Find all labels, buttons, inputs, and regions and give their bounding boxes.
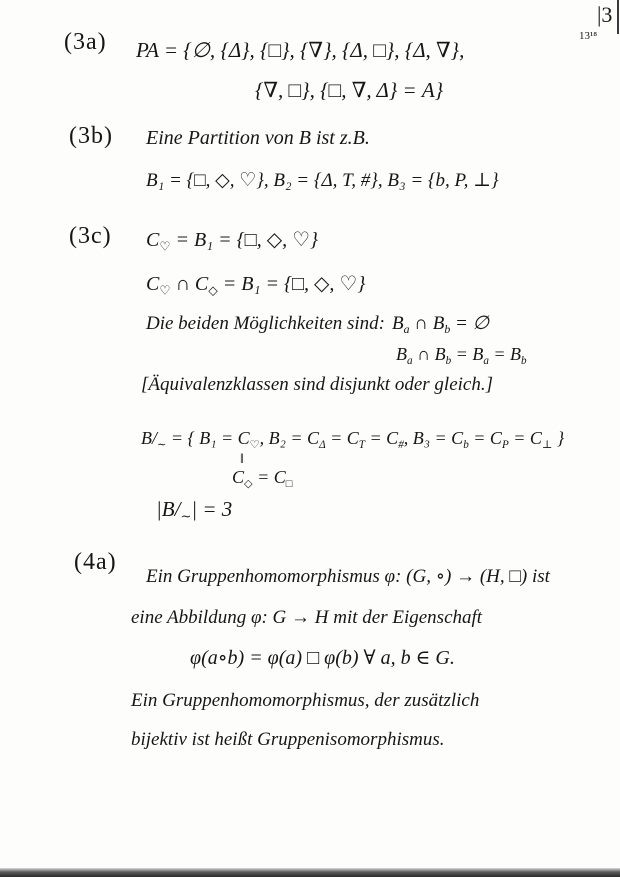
task-4a-isomorphism-line1: Ein Gruppenhomomorphismus, der zusätzlich [131, 690, 480, 711]
scan-edge-bottom [0, 868, 620, 877]
task-3c-cardinality: $|B/_\sim| = 3$ [156, 497, 233, 524]
subscript: a [407, 354, 413, 367]
page-date: 13¹⁸ [579, 30, 598, 42]
task-3c-note: [Äquivalenzklassen sind disjunkt oder gleich.] [141, 374, 493, 395]
task-3c-class-line: $C_♡ = B_1$ = {□, ◇, ♡} [146, 229, 319, 254]
subscript: □ [285, 477, 293, 490]
subscript: b [521, 354, 527, 367]
task-4a-definition-line1: Ein Gruppenhomomorphismus φ: (G, ∘) → (H, □) ist [146, 566, 550, 587]
task-4a-homomorphism-formula: φ(a∘b) = φ(a) □ φ(b) ∀ a, b ∈ G. [190, 647, 455, 669]
task-3b-intro: Eine Partition von B ist z.B. [146, 127, 370, 149]
subscript: P [501, 438, 509, 451]
task-3c-equal-class: $C_◇ = C_□$ [232, 467, 293, 490]
task-3b-partition: B₁ = {□, ◇, ♡}, B₂ = {Δ, T, #}, B₃ = {b, P, ⊥} [146, 170, 499, 191]
task-3c-equals-mark: ‖ [240, 452, 244, 467]
task-3c-possibilities-text: Die beiden Möglichkeiten sind: [146, 313, 386, 334]
subscript: b [445, 354, 452, 367]
subscript: ♡ [159, 283, 171, 298]
page-number: |3 [597, 2, 613, 27]
subscript: a [483, 354, 489, 367]
task-4a-definition-line2: eine Abbildung φ: G → H mit der Eigenschaft [131, 607, 483, 628]
subscript: T [358, 438, 366, 451]
task-4a-label: (4a) [74, 549, 117, 575]
task-3b-label: (3b) [69, 123, 113, 149]
subscript: ◇ [244, 477, 253, 490]
subscript: Δ [319, 438, 326, 451]
task-4a-isomorphism-line2: bijektiv ist heißt Gruppenisomorphismus. [131, 729, 445, 750]
subscript: ♡ [249, 438, 260, 451]
subscript: ⊥ [541, 438, 553, 451]
subscript: # [398, 438, 404, 451]
subscript: ∼ [157, 438, 167, 451]
subscript: ♡ [159, 239, 171, 254]
task-3a-powerset-line1: PA = {∅, {Δ}, {□}, {∇}, {Δ, □}, {Δ, ∇}, [136, 38, 465, 62]
task-3c-quotient-line: $B/_\sim$ = { $B_1 = C_♡$, $B_2 = C_\Delta = C_T = C_{\#}$, $B_3 = C_b = C_P = C_\perp$ } [141, 428, 565, 451]
subscript: b [463, 438, 469, 451]
subscript: ◇ [208, 283, 218, 298]
scan-edge-right [617, 0, 619, 34]
task-3c-intersection-line: $C_♡$ ∩ $C_◇ = B_1$ = {□, ◇, ♡} [146, 273, 366, 298]
subscript: a [403, 323, 410, 337]
subscript: b [444, 323, 451, 337]
task-3a-label: (3a) [64, 29, 107, 55]
task-3c-label: (3c) [69, 223, 112, 249]
subscript: ∼ [180, 508, 192, 524]
task-3a-powerset-line2: {∇, □}, {□, ∇, Δ} = A} [255, 78, 444, 102]
task-3c-case-equal: $B_a$ ∩ $B_b = B_a = B_b$ [396, 344, 527, 367]
task-3c-case-disjoint: $B_a$ ∩ $B_b$ = ∅ [392, 313, 490, 337]
